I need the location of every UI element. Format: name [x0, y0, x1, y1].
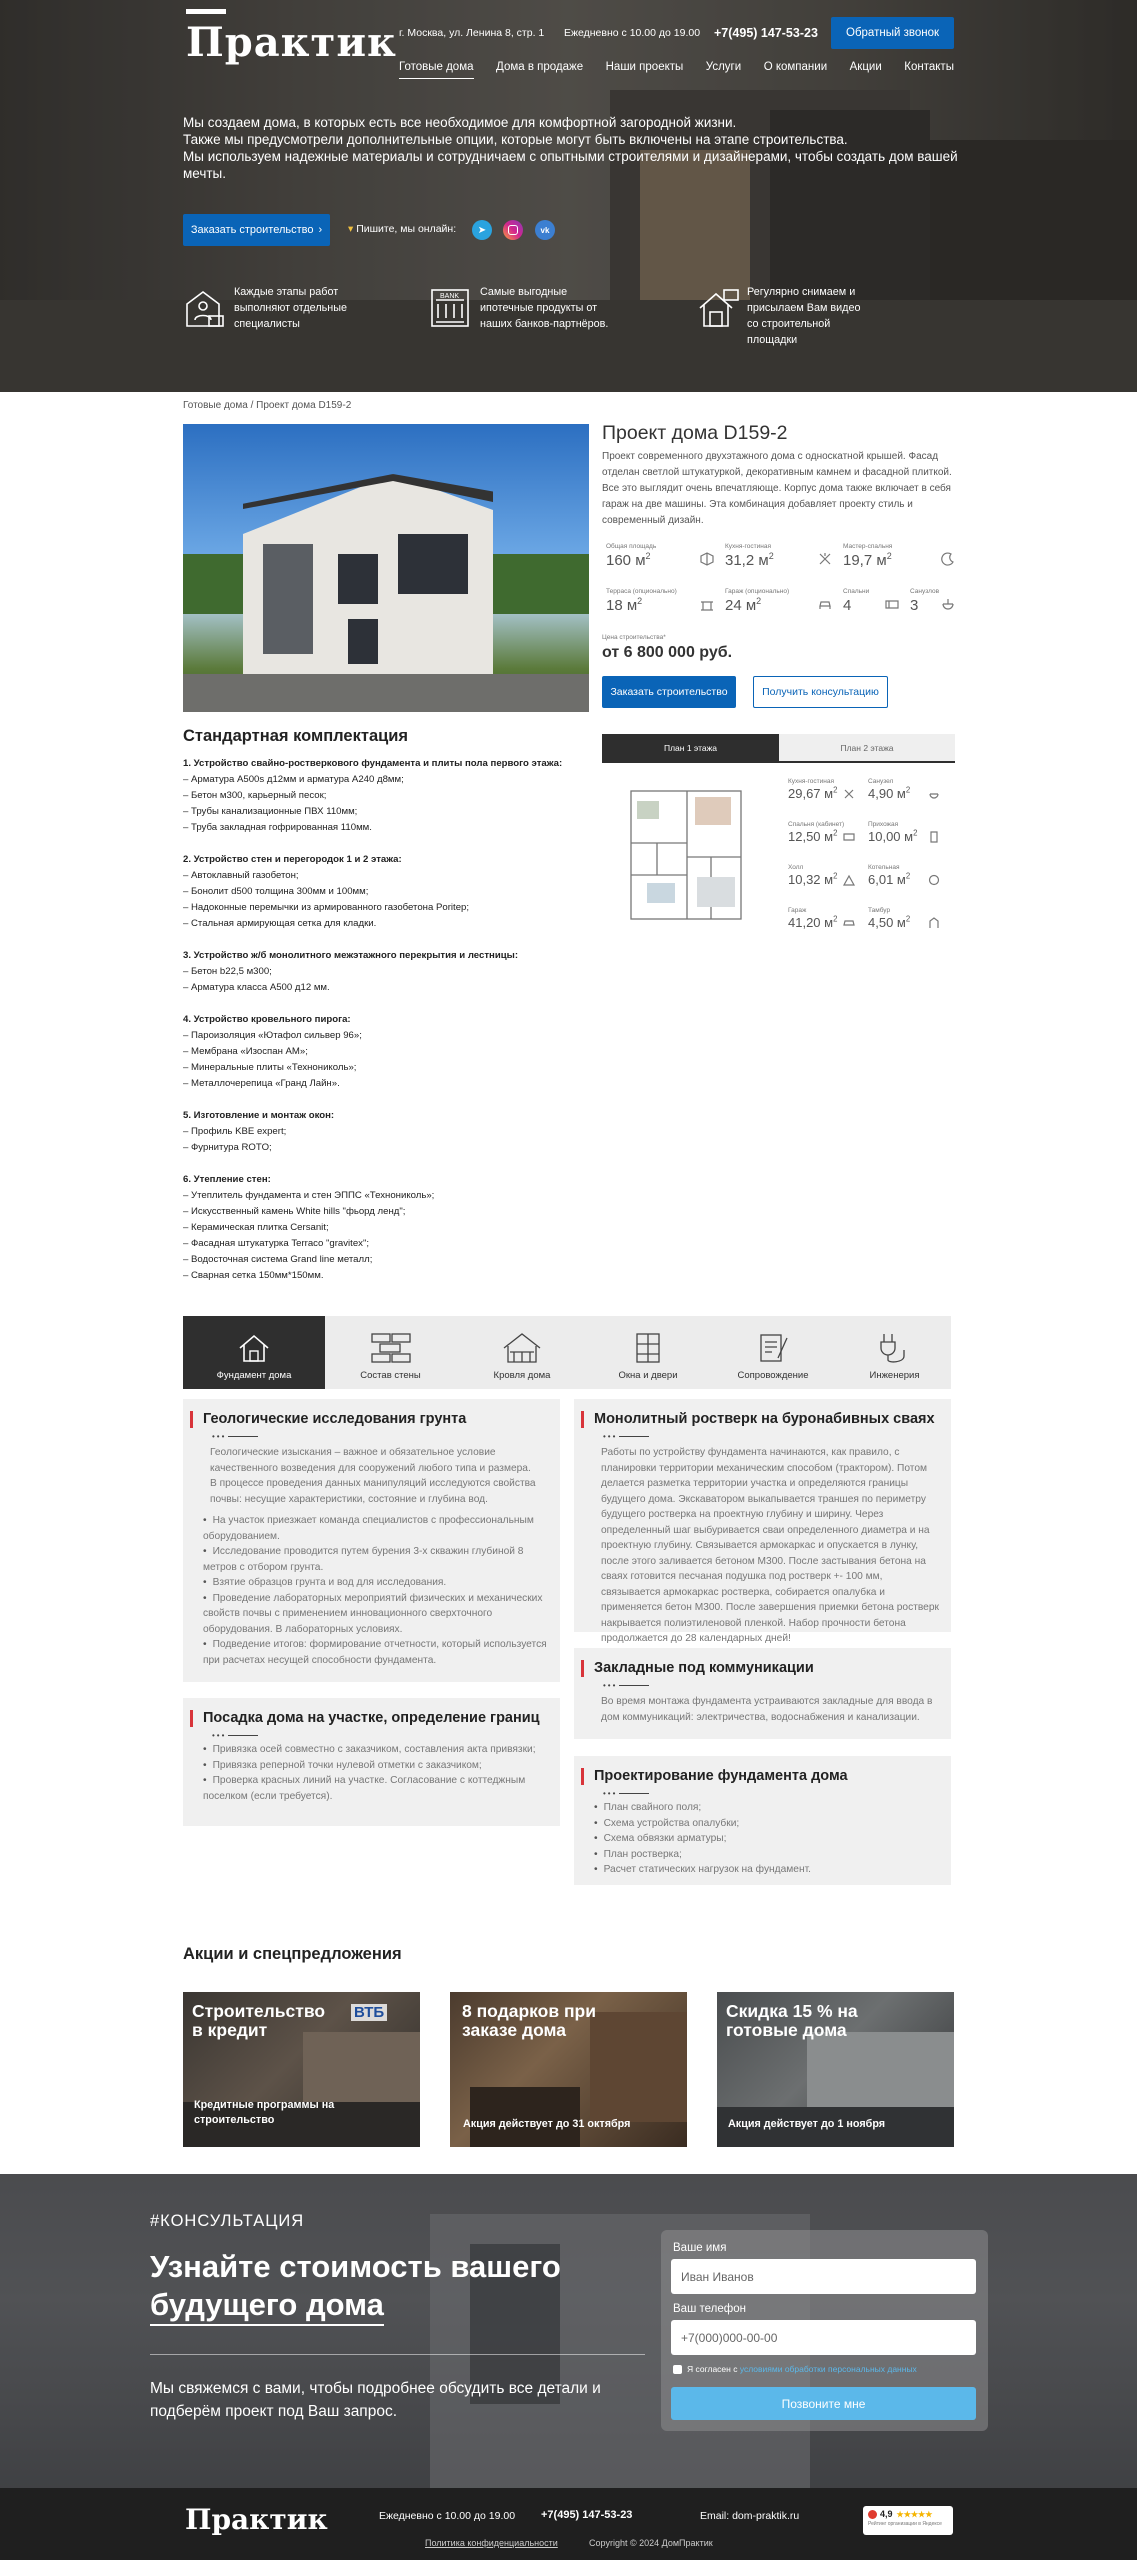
room-unit: 2	[905, 785, 911, 795]
consult-title	[150, 2248, 561, 2326]
card-divider: •••	[603, 1681, 937, 1690]
card-text: Геологические изыскания – важное и обязательное условие качественного возведения для сооружений любого типа и размера. В процессе проведения данных манипуляций исследуются свойства почвы: несущие характеристики, состояние и глубина вод.	[210, 1447, 536, 1505]
card-list-item: • Схема обвязки арматуры;	[594, 1831, 939, 1847]
kit-heading: 3. Устройство ж/б монолитного межэтажного перекрытия и лестницы:	[183, 950, 519, 961]
room-label: Холл	[788, 864, 804, 871]
terrace-icon	[700, 597, 714, 611]
kit-item: – Мембрана «Изоспан АМ»;	[183, 1046, 308, 1057]
area-icon	[700, 552, 714, 566]
yandex-rating-badge[interactable]	[863, 2506, 953, 2535]
chevron-right-icon: ›	[318, 224, 323, 236]
spec-value-text: 24 м	[725, 597, 757, 614]
nav-houses-for-sale[interactable]: Дома в продаже	[496, 61, 584, 73]
write-us-label	[348, 223, 456, 235]
footer-logo[interactable]: Практик	[185, 2503, 328, 2536]
room-value	[788, 829, 837, 844]
write-us-text: Пишите, мы онлайн:	[356, 223, 457, 235]
card-divider: •••	[603, 1432, 937, 1441]
room-label: Кухня-гостиная	[788, 778, 834, 785]
promo-title: 8 подарков при заказе дома	[462, 2001, 597, 2040]
hero-intro	[183, 114, 963, 182]
kit-item: – Металлочерепица «Гранд Лайн».	[183, 1078, 340, 1089]
spec-unit: 2	[645, 551, 651, 561]
kit-section	[183, 1012, 583, 1092]
room-value-text: 10,32 м	[788, 872, 834, 887]
room-unit: 2	[833, 914, 838, 924]
door-icon	[928, 831, 940, 843]
room-label: Спальня (кабинет)	[788, 821, 845, 828]
kit-heading: 2. Устройство стен и перегородок 1 и 2 этажа:	[183, 854, 402, 865]
kit-item: – Фасадная штукатурка Terraco "gravitex";	[183, 1238, 370, 1249]
house-icon	[237, 1332, 271, 1364]
bath-icon	[928, 788, 940, 800]
card-list-item: • Проверка красных линий на участке. Согласование с коттеджным поселком (если требуется).	[203, 1773, 548, 1804]
price-value: от 6 800 000 руб.	[602, 644, 733, 661]
spec-label: Санузлов	[910, 588, 940, 595]
vk-icon[interactable]: vk	[535, 220, 555, 240]
bed-icon	[843, 831, 855, 843]
kit-item: – Профиль KBE expert;	[183, 1126, 287, 1137]
room-value	[788, 915, 837, 930]
moon-icon	[941, 552, 955, 566]
boiler-icon	[928, 874, 940, 886]
name-label: Ваше имя	[673, 2242, 727, 2254]
kit-item: – Бетон b22,5 м300;	[183, 966, 272, 977]
room-value	[868, 829, 917, 844]
promo-discount[interactable]	[717, 1992, 954, 2147]
card-list-item: • План свайного поля;	[594, 1800, 939, 1816]
promo-subtitle: Кредитные программы на строительство	[194, 2099, 335, 2126]
nav-ready-houses[interactable]: Готовые дома	[399, 61, 474, 79]
spec-value	[725, 552, 774, 569]
header-address: г. Москва, ул. Ленина 8, стр. 1	[399, 27, 545, 39]
promo-title: Скидка 15 % на готовые дома	[726, 2001, 858, 2040]
card-list-item: • Расчет статических нагрузок на фундамент.	[594, 1862, 939, 1878]
hero-order-button[interactable]	[183, 214, 330, 246]
card-title: Проектирование фундамента дома	[581, 1768, 937, 1785]
promos-title: Акции и спецпредложения	[183, 1945, 402, 1963]
kit-item: – Водосточная система Grand line металл;	[183, 1254, 373, 1265]
hero-order-label: Заказать строительство	[190, 224, 314, 236]
kit-title: Стандартная комплектация	[183, 727, 409, 745]
spec-label: Общая площадь	[606, 543, 657, 550]
card-list-item: • Привязка осей совместно с заказчиком, составления акта привязки;	[203, 1742, 548, 1758]
card-list-item: • Схема устройства опалубки;	[594, 1816, 939, 1832]
room-unit: 2	[913, 828, 918, 838]
spec-unit: 2	[756, 596, 762, 606]
card-divider: •••	[212, 1432, 546, 1441]
promo-subtitle: Акция действует до 1 ноября	[728, 2118, 886, 2130]
kit-item: – Утеплитель фундамента и стен ЭППС «Технониколь»;	[183, 1190, 435, 1201]
room-unit: 2	[833, 785, 838, 795]
kit-item: – Трубы канализационные ПВХ 110мм;	[183, 806, 358, 817]
card-list-item: • Взятие образцов грунта и вод для исследования.	[203, 1575, 548, 1591]
promo-subtitle: Акция действует до 31 октября	[463, 2118, 631, 2130]
room-unit: 2	[833, 871, 838, 881]
card-list-item: • Исследование проводится путем бурения 3-х скважин глубиной 8 метров с отбором грунта.	[203, 1544, 548, 1575]
plan-tab-floor1[interactable]: План 1 этажа	[602, 734, 779, 761]
card-geology	[183, 1399, 560, 1682]
room-label: Санузел	[868, 778, 894, 785]
feature-text: Регулярно снимаем и присылаем Вам видео со строительной площадки	[747, 286, 861, 346]
agree-prefix: Я согласен с	[687, 2364, 740, 2374]
spec-value	[606, 597, 642, 614]
kit-section	[183, 1108, 583, 1156]
car-icon	[843, 917, 855, 929]
tab-label: Кровля дома	[493, 1370, 551, 1381]
spec-unit: 2	[886, 551, 892, 561]
rating-caption: Рейтинг организации в Яндексе	[868, 2521, 942, 2527]
hero-line: Мы создаем дома, в которых есть все необходимое для комфортной загородной жизни.	[183, 115, 737, 130]
kit-section	[183, 1172, 583, 1284]
room-value	[868, 786, 910, 801]
card-title: Закладные под коммуникации	[581, 1660, 937, 1677]
card-foundation-design	[574, 1756, 951, 1885]
tab-label: Состав стены	[360, 1370, 421, 1381]
spec-value: 3	[910, 597, 919, 614]
nav-services[interactable]: Услуги	[705, 61, 742, 73]
footer-hours: Ежедневно с 10.00 до 19.00	[379, 2510, 516, 2522]
card-list-item: • Проведение лабораторных мероприятий физических и механических свойств почвы с применением инновационного сверхточного оборудования. В лабораторных условиях.	[203, 1591, 548, 1638]
logo[interactable]: Практик	[186, 19, 397, 66]
spec-value-text: 18 м	[606, 597, 638, 614]
room-value-text: 29,67 м	[788, 786, 834, 801]
card-title: Монолитный ростверк на буронабивных сваях	[581, 1411, 937, 1428]
room-value-text: 10,00 м	[868, 829, 914, 844]
card-text: Во время монтажа фундамента устраиваются закладные для ввода в дом коммуникаций: электричества, водоснабжения и канализации.	[601, 1696, 933, 1723]
room-label: Тамбур	[868, 907, 891, 914]
floor-plan-drawing[interactable]	[627, 787, 745, 932]
consult-divider	[150, 2354, 645, 2355]
spec-value-text: 160 м	[606, 552, 646, 569]
kit-item: – Труба закладная гофрированная 110мм.	[183, 822, 372, 833]
plug-icon	[878, 1332, 912, 1364]
kitchen-icon	[818, 552, 832, 566]
nav-our-projects[interactable]: Наши проекты	[605, 61, 684, 73]
card-divider: •••	[212, 1731, 546, 1740]
consultation-section	[0, 2174, 1137, 2488]
kit-heading: 4. Устройство кровельного пирога:	[183, 1014, 351, 1025]
bed-icon	[885, 597, 899, 611]
room-unit: 2	[833, 828, 838, 838]
kit-item: – Сварная сетка 150мм*150мм.	[183, 1270, 324, 1281]
kit-heading: 6. Утепление стен:	[183, 1174, 271, 1185]
phone-label: Ваш телефон	[673, 2303, 746, 2315]
room-label: Гараж	[788, 907, 807, 914]
nav-about[interactable]: О компании	[763, 61, 828, 73]
footer-phone[interactable]: +7(495) 147-53-23	[541, 2509, 633, 2521]
svg-text:BANK: BANK	[440, 293, 460, 300]
card-list-item: • Подведение итогов: формирование отчетности, который используется при расчетах несущей способности фундамента.	[203, 1637, 548, 1668]
spec-value-text: 31,2 м	[725, 552, 769, 569]
header-hours: Ежедневно с 10.00 до 19.00	[564, 27, 701, 39]
kit-item: – Арматура класса А500 д12 мм.	[183, 982, 330, 993]
feature-text: Каждые этапы работ выполняют отдельные специалисты	[234, 286, 347, 330]
window-icon	[631, 1332, 665, 1364]
order-construction-button[interactable]: Заказать строительство	[602, 676, 736, 708]
spec-value-text: 19,7 м	[843, 552, 887, 569]
room-label: Прихожая	[868, 821, 899, 828]
bank-icon	[428, 286, 473, 331]
tab-roof[interactable]	[456, 1316, 588, 1389]
hero-line: Также мы предусмотрели дополнительные опции, которые могут быть включены на этапе строительства.	[183, 132, 848, 147]
kit-item: – Керамическая плитка Cersanit;	[183, 1222, 329, 1233]
project-title: Проект дома D159-2	[602, 422, 788, 444]
kit-heading: 1. Устройство свайно-ростверкового фундамента и плиты пола первого этажа:	[183, 758, 563, 769]
tab-engineering[interactable]	[838, 1316, 951, 1389]
card-text: Работы по устройству фундамента начинаются, как правило, с планировки территории механическим способом (трактором). Потом делается разметка территории участка и определяются границы будущего дома. Экскаватором выкапывается траншея по периметру будущего ростверка на проектную глубину и ширину. Через определенный шаг выбуривается сваи определенного диаметра и на проектную глубину. Связывается армокаркас и опускается в лунку, после этого заливается бетоном М300. После застывания бетона на сваях готовится песчаная подушка под ростверк +- 100 мм, связывается армокаркас ростверка, собирается опалубка и применяется бетон М300. После завершения приемки бетона ростверк накрывается полиэтиленовой пленкой. Набор прочности бетона продолжается до 28 календарных дней!	[601, 1447, 939, 1644]
spec-value: 4	[843, 597, 852, 614]
room-unit: 2	[905, 914, 911, 924]
kit-section	[183, 756, 583, 836]
card-utility-embeds	[574, 1648, 951, 1739]
spec-label: Мастер-спальня	[843, 543, 893, 550]
spec-value	[843, 552, 892, 569]
consult-form	[661, 2230, 988, 2431]
tab-label: Сопровождение	[737, 1370, 809, 1381]
breadcrumb[interactable]: Готовые дома / Проект дома D159-2	[183, 400, 352, 411]
nav-contacts[interactable]: Контакты	[904, 61, 954, 73]
feature-text: Самые выгодные ипотечные продукты от наших банков-партнёров.	[480, 286, 609, 330]
room-label: Котельная	[868, 864, 900, 871]
room-unit: 2	[905, 871, 911, 881]
room-value-text: 41,20 м	[788, 915, 834, 930]
callback-button[interactable]: Обратный звонок	[831, 17, 954, 49]
promo-title: Строительство в кредит	[192, 2001, 326, 2040]
consult-text: Мы свяжемся с вами, чтобы подробнее обсудить все детали и подберём проект под Ваш запрос.	[150, 2380, 601, 2420]
vestibule-icon	[928, 917, 940, 929]
workers-icon	[181, 286, 226, 331]
room-value	[788, 872, 837, 887]
privacy-policy-link[interactable]: Политика конфиденциальности	[425, 2538, 558, 2548]
consult-tag: #КОНСУЛЬТАЦИЯ	[150, 2212, 305, 2230]
footer-email[interactable]: Email: dom-praktik.ru	[700, 2510, 800, 2522]
card-divider: •••	[603, 1789, 937, 1798]
kit-section	[183, 852, 583, 932]
rating-value: 4,9	[880, 2509, 893, 2519]
tab-foundation[interactable]	[183, 1316, 325, 1389]
document-pen-icon	[756, 1332, 790, 1364]
kitchen-icon	[843, 788, 855, 800]
bath-icon	[941, 597, 955, 611]
card-house-placement	[183, 1698, 560, 1826]
footer-copyright: Copyright © 2024 ДомПрактик	[589, 2538, 713, 2548]
hero-section	[0, 0, 1137, 392]
car-icon	[818, 597, 832, 611]
get-consultation-button[interactable]: Получить консультацию	[753, 676, 888, 708]
kit-item: – Бетон м300, карьерный песок;	[183, 790, 327, 801]
room-value-text: 12,50 м	[788, 829, 834, 844]
instagram-icon[interactable]	[503, 220, 523, 240]
card-list-item: • План ростверка;	[594, 1847, 939, 1863]
kit-item: – Пароизоляция «Ютафол сильвер 96»;	[183, 1030, 362, 1041]
spec-label: Спальни	[843, 588, 870, 595]
footer	[0, 2488, 1137, 2560]
header-phone[interactable]: +7(495) 147-53-23	[714, 26, 818, 40]
card-title: Посадка дома на участке, определение границ	[190, 1710, 546, 1727]
card-list-item: • Привязка реперной точки нулевой отметки с заказчиком;	[203, 1758, 548, 1774]
kit-item: – Искусственный камень White hills "фьорд ленд";	[183, 1206, 406, 1217]
kit-list	[183, 756, 583, 1284]
room-value	[868, 872, 910, 887]
tab-label: Инженерия	[869, 1370, 920, 1381]
pointer-icon: ▾	[348, 223, 357, 235]
tab-label: Окна и двери	[618, 1370, 678, 1381]
hall-icon	[843, 874, 855, 886]
spec-label: Терраса (опционально)	[606, 588, 677, 595]
tab-windows-doors[interactable]	[588, 1316, 708, 1389]
room-value	[868, 915, 910, 930]
tab-label: Фундамент дома	[216, 1370, 292, 1381]
kit-item: – Стальная армирующая сетка для кладки.	[183, 918, 377, 929]
spec-label: Кухня-гостиная	[725, 543, 771, 550]
spec-unit: 2	[768, 551, 774, 561]
spec-value	[606, 552, 651, 569]
stars-icon: ★★★★★	[896, 2509, 933, 2519]
tab-wall-composition[interactable]	[325, 1316, 456, 1389]
kit-item: – Бонолит d500 толщина 300мм и 100мм;	[183, 886, 369, 897]
roof-icon	[502, 1332, 542, 1364]
card-list-item: • На участок приезжает команда специалистов с профессиональным оборудованием.	[203, 1513, 548, 1544]
privacy-terms-link[interactable]: условиями обработки персональных данных	[739, 2364, 917, 2374]
room-value-text: 4,50 м	[868, 915, 906, 930]
house-video-icon	[696, 286, 741, 331]
yandex-icon	[868, 2510, 877, 2519]
kit-item: – Фурнитура ROTO;	[183, 1142, 272, 1153]
room-value	[788, 786, 837, 801]
nav-promotions[interactable]: Акции	[849, 61, 882, 73]
hero-line: Мы используем надежные материалы и сотрудничаем с опытными строителями и дизайнерами, чтобы создать дом вашей мечты.	[183, 149, 958, 181]
project-description: Проект современного двухэтажного дома с односкатной крышей. Фасад отделан светлой штукатуркой, декоративным камнем и фасадной плиткой. Все это выглядит очень впечатляюще. Корпус дома также включает в себя гараж на две машины. Эта комбинация добавляет проекту стиль и современный дизайн.	[602, 451, 952, 526]
promo-credit[interactable]	[183, 1992, 420, 2147]
promo-gifts[interactable]	[450, 1992, 687, 2147]
main-nav	[399, 61, 954, 79]
agree-text	[687, 2364, 917, 2374]
kit-item: – Надоконные перемычки из армированного газобетона Poritep;	[183, 902, 470, 913]
spec-label: Гараж (опционально)	[725, 588, 790, 595]
kit-section	[183, 948, 583, 996]
kit-item: – Минеральные плиты «Технониколь»;	[183, 1062, 357, 1073]
telegram-icon[interactable]: ➤	[472, 220, 492, 240]
consult-title-line: Узнайте стоимость вашего	[150, 2249, 561, 2284]
price-label: Цена строительства*	[602, 634, 666, 641]
kit-item: – Автоклавный газобетон;	[183, 870, 299, 881]
spec-value	[725, 597, 761, 614]
kit-item: – Арматура А500s д12мм и арматура А240 д8мм;	[183, 774, 404, 785]
spec-unit: 2	[637, 596, 643, 606]
vtb-logo: ВТБ	[351, 2004, 387, 2021]
call-me-button[interactable]: Позвоните мне	[671, 2387, 976, 2420]
house-photo[interactable]	[183, 424, 589, 712]
name-input[interactable]: Иван Иванов	[671, 2259, 976, 2294]
kit-heading: 5. Изготовление и монтаж окон:	[183, 1110, 335, 1121]
plan-tab-floor2[interactable]: План 2 этажа	[779, 734, 955, 761]
bricks-icon	[370, 1332, 412, 1364]
phone-input[interactable]: +7(000)000-00-00	[671, 2320, 976, 2355]
room-value-text: 4,90 м	[868, 786, 906, 801]
room-value-text: 6,01 м	[868, 872, 906, 887]
card-monolithic-grillage	[574, 1399, 951, 1644]
card-title: Геологические исследования грунта	[190, 1411, 546, 1428]
agree-checkbox[interactable]	[673, 2365, 682, 2374]
consult-title-line: будущего дома	[150, 2286, 384, 2326]
tab-support[interactable]	[708, 1316, 838, 1389]
